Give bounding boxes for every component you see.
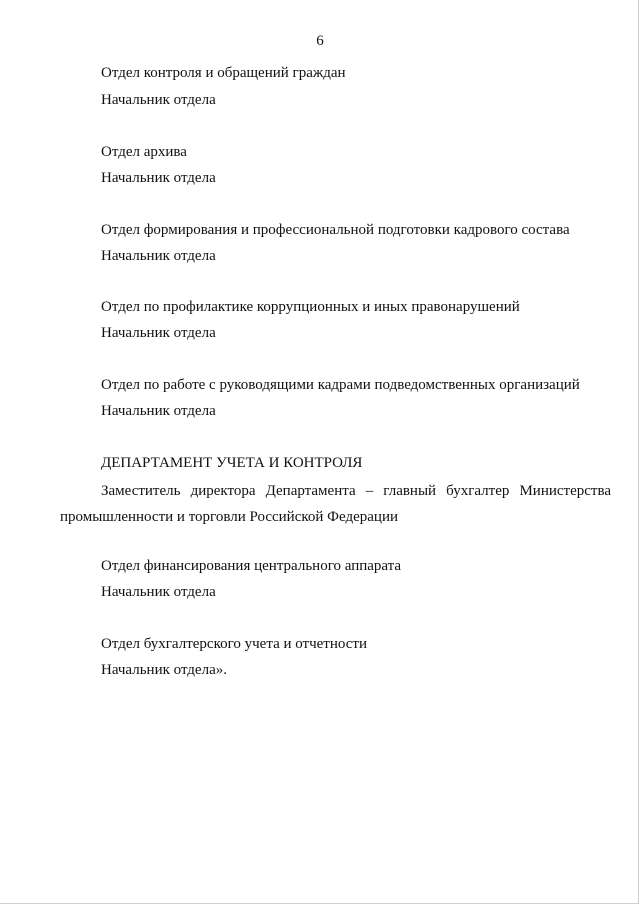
section-3-title: Отдел формирования и профессиональной подготовки кадрового состава (101, 222, 570, 238)
section-1-position: Начальник отдела (101, 92, 216, 108)
section-4-position: Начальник отдела (101, 325, 216, 341)
department-heading: ДЕПАРТАМЕНТ УЧЕТА И КОНТРОЛЯ (101, 455, 363, 471)
section-5-position: Начальник отдела (101, 403, 216, 419)
section-3-position: Начальник отдела (101, 248, 216, 264)
section-5-title: Отдел по работе с руководящими кадрами подведомственных организаций (101, 377, 580, 393)
section-7-title: Отдел бухгалтерского учета и отчетности (101, 636, 368, 652)
section-6-title: Отдел финансирования центрального аппарата (101, 558, 402, 574)
section-4-title: Отдел по профилактике коррупционных и иных правонарушений (101, 299, 520, 315)
section-2-title: Отдел архива (101, 144, 187, 160)
section-1-title: Отдел контроля и обращений граждан (101, 65, 346, 81)
section-6-position: Начальник отдела (101, 584, 216, 600)
section-2-position: Начальник отдела (101, 170, 216, 186)
page-number: 6 (316, 33, 324, 49)
deputy-director-paragraph: Заместитель директора Департамента – главный бухгалтер Министерства промышленности и торговли Российской Федерации (60, 483, 611, 525)
section-7-position: Начальник отдела». (101, 662, 227, 678)
